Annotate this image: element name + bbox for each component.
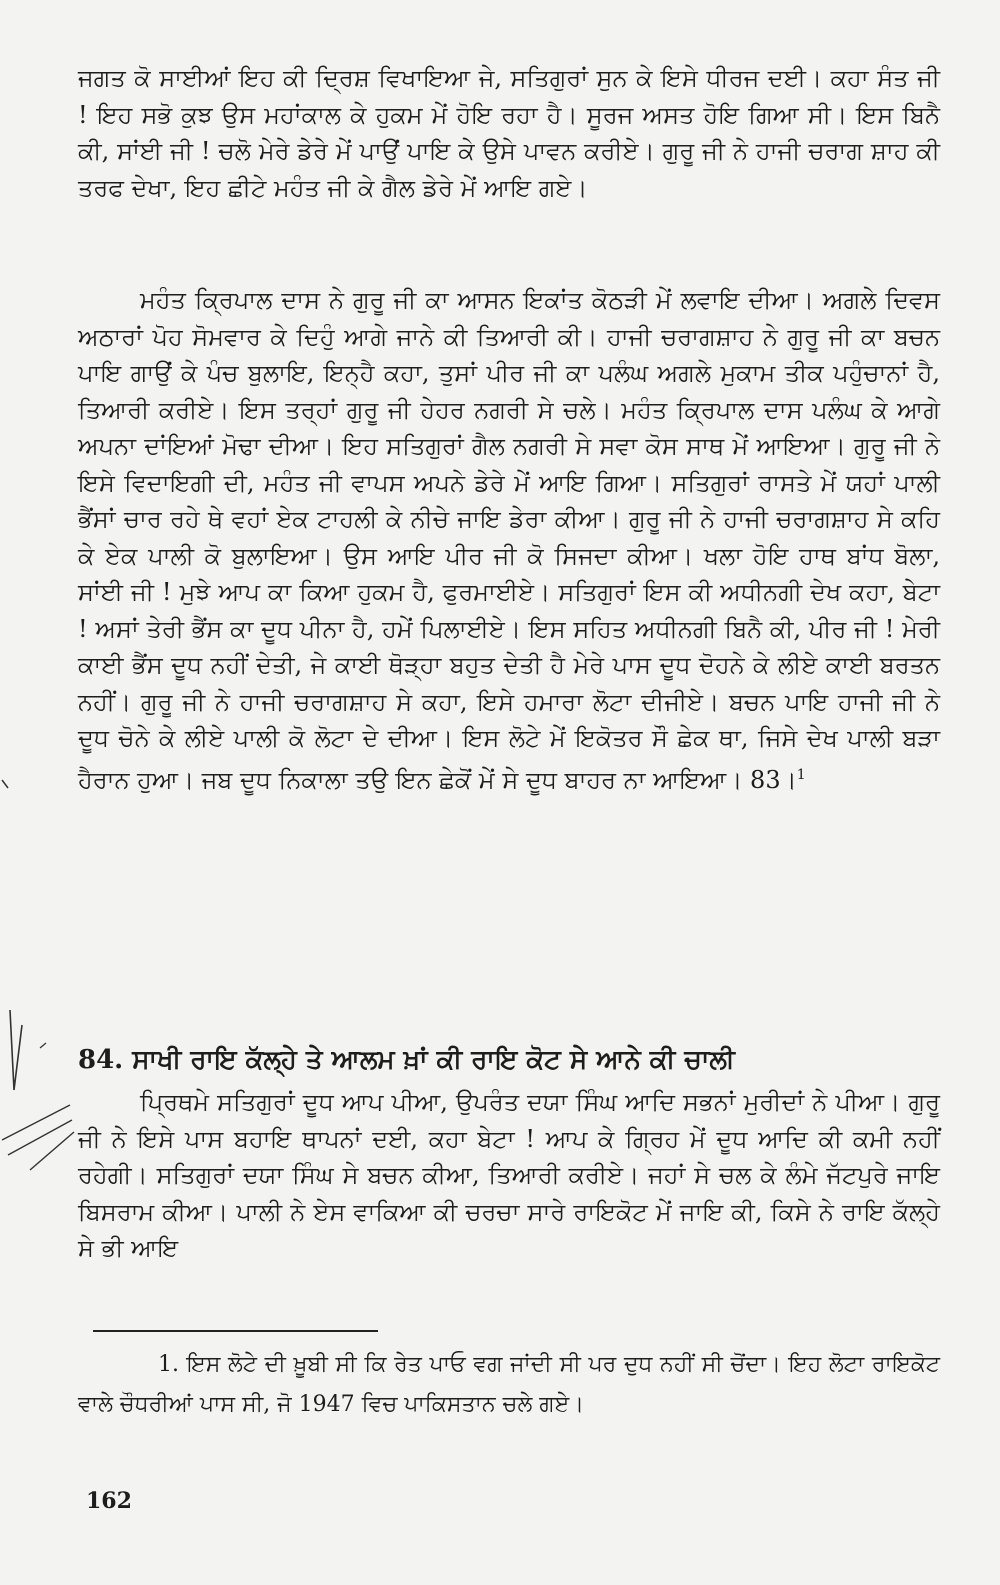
paragraph-3-text: ਪ੍ਰਿਥਮੇ ਸਤਿਗੁਰਾਂ ਦੂਧ ਆਪ ਪੀਆ, ਉਪਰੰਤ ਦਯਾ ਸਿੰਘ ਆਦਿ ਸਭਨਾਂ ਮੁਰੀਦਾਂ ਨੇ ਪੀਆ। ਗੁਰੂ ਜੀ ਨੇ ਇਸੇ ਪਾਸ ਬਹਾਇ ਥਾਪਨਾਂ ਦਈ, ਕਹਾ ਬੇਟਾ ! ਆਪ ਕੇ ਗ੍ਰਿਹ ਮੇਂ ਦੂਧ ਆਦਿ ਕੀ ਕਮੀ ਨਹੀਂ ਰਹੇਗੀ। ਸਤਿਗੁਰਾਂ ਦਯਾ ਸਿੰਘ ਸੇ ਬਚਨ ਕੀਆ, ਤਿਆਰੀ ਕਰੀਏ। ਜਹਾਂ ਸੇ ਚਲ ਕੇ ਲੰਮੇ ਜੱਟਪੁਰੇ ਜਾਇ ਬਿਸਰਾਮ ਕੀਆ। ਪਾਲੀ ਨੇ ਏਸ ਵਾਕਿਆ ਕੀ ਚਰਚਾ ਸਾਰੇ ਰਾਇਕੋਟ ਮੇਂ ਜਾਇ ਕੀ, ਕਿਸੇ ਨੇ ਰਾਇ ਕੱਲ੍ਹੇ ਸੇ ਭੀ ਆਇ: [78, 1088, 940, 1262]
paragraph-2: [78, 282, 940, 798]
paragraph-3: [78, 1084, 940, 1267]
footnote-marker: 1: [796, 766, 806, 783]
paragraph-2-text: ਮਹੰਤ ਕ੍ਰਿਪਾਲ ਦਾਸ ਨੇ ਗੁਰੂ ਜੀ ਕਾ ਆਸਨ ਇਕਾਂਤ ਕੋਠੜੀ ਮੇਂ ਲਵਾਇ ਦੀਆ। ਅਗਲੇ ਦਿਵਸ ਅਠਾਰਾਂ ਪੋਹ ਸੋਮਵਾਰ ਕੇ ਦਿਹੁੰ ਆਗੇ ਜਾਨੇ ਕੀ ਤਿਆਰੀ ਕੀ। ਹਾਜੀ ਚਰਾਗਸ਼ਾਹ ਨੇ ਗੁਰੂ ਜੀ ਕਾ ਬਚਨ ਪਾਇ ਗਾਉਂ ਕੇ ਪੰਚ ਬੁਲਾਇ, ਇਨ੍ਹੈ ਕਹਾ, ਤੁਸਾਂ ਪੀਰ ਜੀ ਕਾ ਪਲੰਘ ਅਗਲੇ ਮੁਕਾਮ ਤੀਕ ਪਹੁੰਚਾਨਾਂ ਹੈ, ਤਿਆਰੀ ਕਰੀਏ। ਇਸ ਤਰ੍ਹਾਂ ਗੁਰੂ ਜੀ ਹੇਹਰ ਨਗਰੀ ਸੇ ਚਲੇ। ਮਹੰਤ ਕ੍ਰਿਪਾਲ ਦਾਸ ਪਲੰਘ ਕੇ ਆਗੇ ਅਪਨਾ ਦਾਂਇਆਂ ਮੋਢਾ ਦੀਆ। ਇਹ ਸਤਿਗੁਰਾਂ ਗੈਲ ਨਗਰੀ ਸੇ ਸਵਾ ਕੋਸ ਸਾਥ ਮੇਂ ਆਇਆ। ਗੁਰੂ ਜੀ ਨੇ ਇਸੇ ਵਿਦਾਇਗੀ ਦੀ, ਮਹੰਤ ਜੀ ਵਾਪਸ ਅਪਨੇ ਡੇਰੇ ਮੇਂ ਆਇ ਗਿਆ। ਸਤਿਗੁਰਾਂ ਰਾਸਤੇ ਮੇਂ ਯਹਾਂ ਪਾਲੀ ਭੈਂਸਾਂ ਚਾਰ ਰਹੇ ਥੇ ਵਹਾਂ ਏਕ ਟਾਹਲੀ ਕੇ ਨੀਚੇ ਜਾਇ ਡੇਰਾ ਕੀਆ। ਗੁਰੂ ਜੀ ਨੇ ਹਾਜੀ ਚਰਾਗਸ਼ਾਹ ਸੇ ਕਹਿ ਕੇ ਏਕ ਪਾਲੀ ਕੋ ਬੁਲਾਇਆ। ਉਸ ਆਇ ਪੀਰ ਜੀ ਕੋ ਸਿਜਦਾ ਕੀਆ। ਖਲਾ ਹੋਇ ਹਾਥ ਬਾਂਧ ਬੋਲਾ, ਸਾਂਈ ਜੀ ! ਮੁਝੇ ਆਪ ਕਾ ਕਿਆ ਹੁਕਮ ਹੈ, ਫੁਰਮਾਈਏ। ਸਤਿਗੁਰਾਂ ਇਸ ਕੀ ਅਧੀਨਗੀ ਦੇਖ ਕਹਾ, ਬੇਟਾ ! ਅਸਾਂ ਤੇਰੀ ਭੈਂਸ ਕਾ ਦੂਧ ਪੀਨਾ ਹੈ, ਹਮੇਂ ਪਿਲਾਈਏ। ਇਸ ਸਹਿਤ ਅਧੀਨਗੀ ਬਿਨੈ ਕੀ, ਪੀਰ ਜੀ ! ਮੇਰੀ ਕਾਈ ਭੈਂਸ ਦੂਧ ਨਹੀਂ ਦੇਤੀ, ਜੇ ਕਾਈ ਥੋੜ੍ਹਾ ਬਹੁਤ ਦੇਤੀ ਹੈ ਮੇਰੇ ਪਾਸ ਦੂਧ ਦੋਹਨੇ ਕੇ ਲੀਏ ਕਾਈ ਬਰਤਨ ਨਹੀਂ। ਗੁਰੂ ਜੀ ਨੇ ਹਾਜੀ ਚਰਾਗਸ਼ਾਹ ਸੇ ਕਹਾ, ਇਸੇ ਹਮਾਰਾ ਲੋਟਾ ਦੀਜੀਏ। ਬਚਨ ਪਾਇ ਹਾਜੀ ਜੀ ਨੇ ਦੂਧ ਚੋਨੇ ਕੇ ਲੀਏ ਪਾਲੀ ਕੋ ਲੋਟਾ ਦੇ ਦੀਆ। ਇਸ ਲੋਟੇ ਮੇਂ ਇਕੋਤਰ ਸੌ ਛੇਕ ਥਾ, ਜਿਸੇ ਦੇਖ ਪਾਲੀ ਬੜਾ ਹੈਰਾਨ ਹੁਆ। ਜਬ ਦੂਧ ਨਿਕਾਲਾ ਤਉ ਇਨ ਛੇਕੋਂ ਮੇਂ ਸੇ ਦੂਧ ਬਾਹਰ ਨਾ ਆਇਆ। 83।: [78, 286, 940, 794]
footnote: [78, 1345, 940, 1425]
page-number: 162: [86, 1488, 132, 1514]
footnote-divider: [93, 1330, 378, 1332]
margin-pen-marks: [0, 760, 80, 1180]
section-heading: 84. ਸਾਖੀ ਰਾਇ ਕੱਲ੍ਹੇ ਤੇ ਆਲਮ ਖ਼ਾਂ ਕੀ ਰਾਇ ਕੋਟ ਸੇ ਆਨੇ ਕੀ ਚਾਲੀ: [78, 1045, 735, 1075]
paragraph-1: ਜਗਤ ਕੋ ਸਾਈਆਂ ਇਹ ਕੀ ਦ੍ਰਿਸ਼ ਵਿਖਾਇਆ ਜੇ, ਸਤਿਗੁਰਾਂ ਸੁਨ ਕੇ ਇਸੇ ਧੀਰਜ ਦਈ। ਕਹਾ ਸੰਤ ਜੀ ! ਇਹ ਸਭੋ ਕੁਝ ਉਸ ਮਹਾਂਕਾਲ ਕੇ ਹੁਕਮ ਮੇਂ ਹੋਇ ਰਹਾ ਹੈ। ਸੂਰਜ ਅਸਤ ਹੋਇ ਗਿਆ ਸੀ। ਇਸ ਬਿਨੈ ਕੀ, ਸਾਂਈ ਜੀ ! ਚਲੋ ਮੇਰੇ ਡੇਰੇ ਮੇਂ ਪਾਉਂ ਪਾਇ ਕੇ ਉਸੇ ਪਾਵਨ ਕਰੀਏ। ਗੁਰੂ ਜੀ ਨੇ ਹਾਜੀ ਚਰਾਗ ਸ਼ਾਹ ਕੀ ਤਰਫ ਦੇਖਾ, ਇਹ ਛੀਟੇ ਮਹੰਤ ਜੀ ਕੇ ਗੈਲ ਡੇਰੇ ਮੇਂ ਆਇ ਗਏ।: [78, 64, 940, 202]
footnote-text: 1. ਇਸ ਲੋਟੇ ਦੀ ਖ਼ੂਬੀ ਸੀ ਕਿ ਰੇਤ ਪਾਓ ਵਗ ਜਾਂਦੀ ਸੀ ਪਰ ਦੁਧ ਨਹੀਂ ਸੀ ਚੋਂਦਾ। ਇਹ ਲੋਟਾ ਰਾਇਕੋਟ ਵਾਲੇ ਚੌਧਰੀਆਂ ਪਾਸ ਸੀ, ਜੋ 1947 ਵਿਚ ਪਾਕਿਸਤਾਨ ਚਲੇ ਗਏ।: [78, 1352, 940, 1417]
